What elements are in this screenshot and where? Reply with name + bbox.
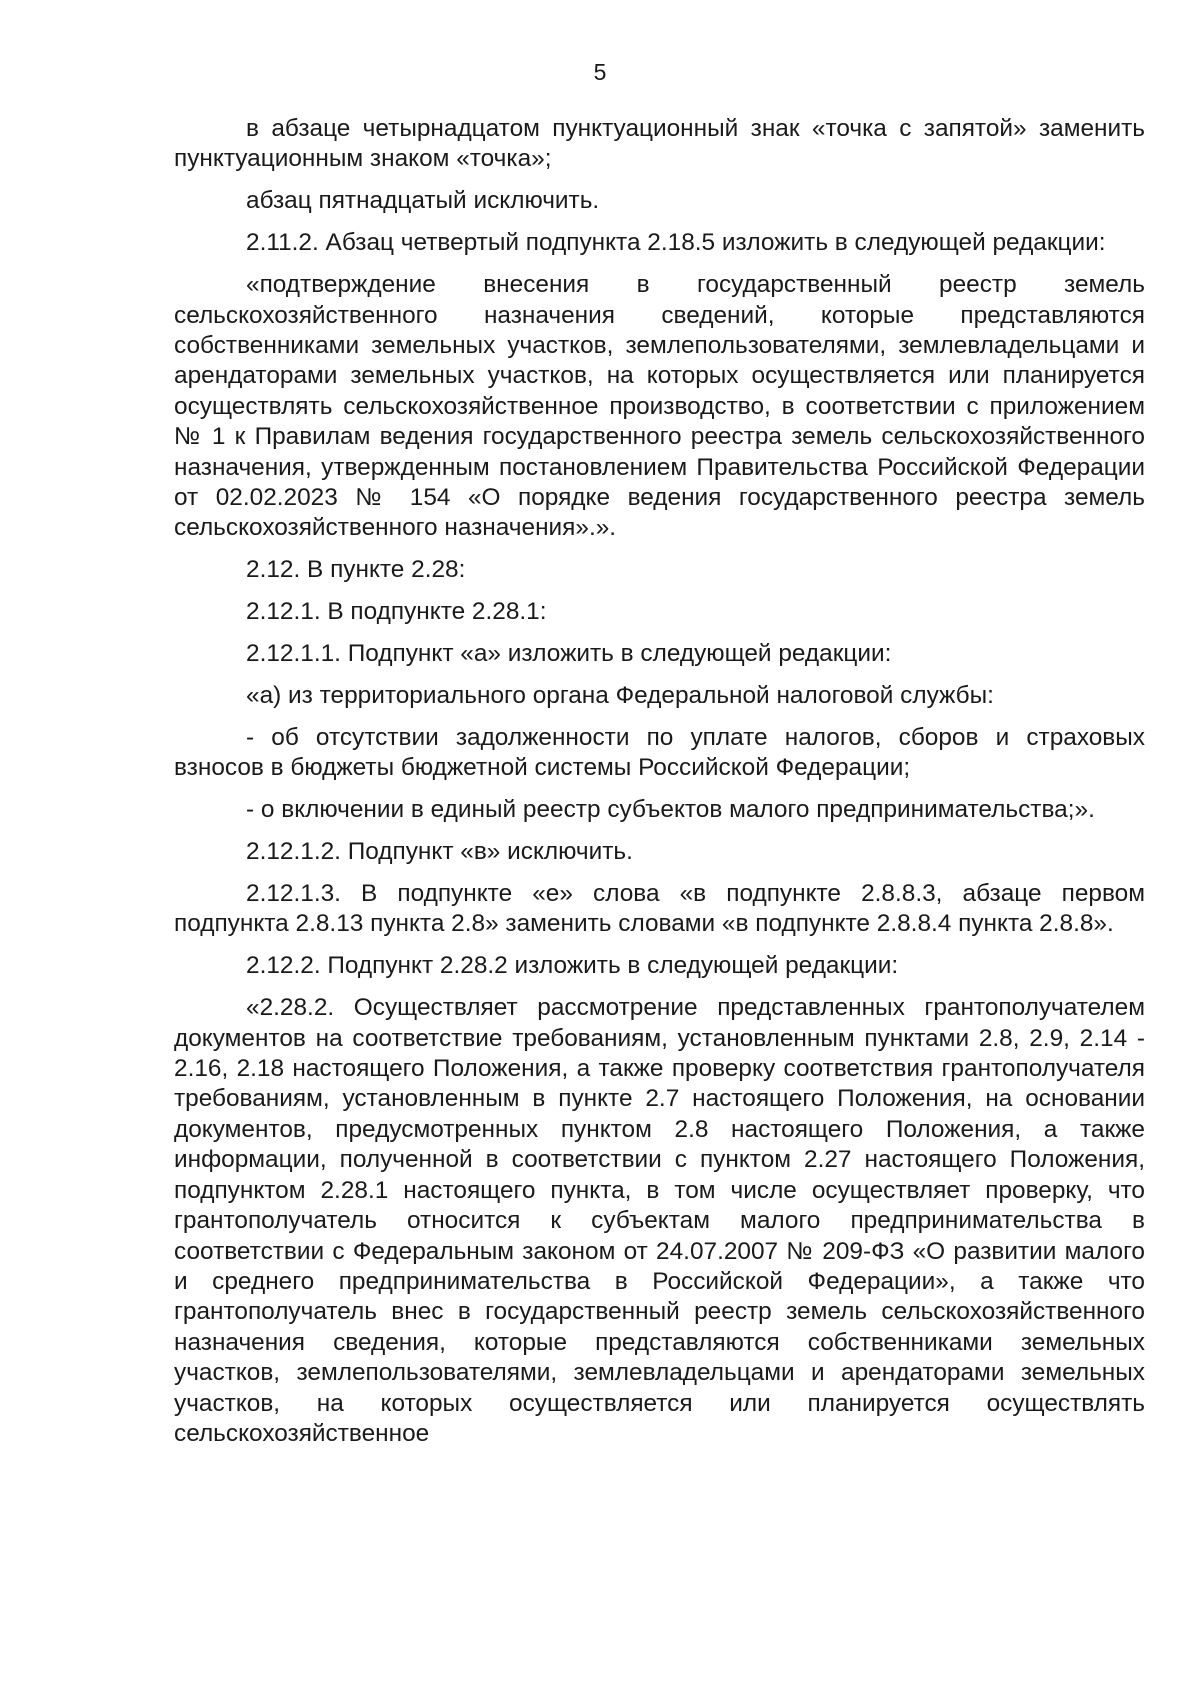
- paragraph-abzac-14: в абзаце четырнадцатом пунктуационный знак «точка с запятой» заменить пунктуационным знаком «точка»;: [174, 115, 1145, 173]
- paragraph-2-12-1-2: 2.12.1.2. Подпункт «в» исключить.: [246, 838, 633, 866]
- paragraph-2-12-2: 2.12.2. Подпункт 2.28.2 изложить в следующей редакции:: [246, 952, 899, 980]
- paragraph-subpoint-a: «а) из территориального органа Федеральной налоговой службы:: [246, 682, 994, 709]
- paragraph-2-28-2-text: «2.28.2. Осуществляет рассмотрение представленных грантополучателем документов на соответствие требованиям, установленным пунктами 2.8, 2.9, 2.14 - 2.16, 2.18 настоящего Положения, а также проверку соответствия грантополучателя требованиям, установленным в пункте 2.7 настоящего Положения, на основании документов, предусмотренных пунктом 2.8 настоящего Положения, а также информации, полученной в соответствии с пунктом 2.27 настоящего Положения, подпунктом 2.28.1 настоящего пункта, в том числе осуществляет проверку, что грантополучатель относится к субъектам малого предпринимательства в соответствии с Федеральным законом от 24.07.2007 № 209-ФЗ «О развитии малого и среднего предпринимательства в Российской Федерации», а также что грантополучатель внес в государственный реестр земель сельскохозяйственного назначения сведения, которые представляются собственниками земельных участков, землепользователями, землевладельцами и арендаторами земельных участков, на которых осуществляется или планируется осуществлять сельскохозяйственное: [174, 994, 1145, 1447]
- document-body: [174, 114, 1145, 1461]
- paragraph-no-debt: - об отсутствии задолженности по уплате налогов, сборов и страховых взносов в бюджеты бюджетной системы Российской Федерации;: [174, 723, 1145, 782]
- paragraph-abzac-15: абзац пятнадцатый исключить.: [246, 187, 600, 215]
- paragraph-2-12: 2.12. В пункте 2.28:: [246, 556, 466, 584]
- paragraph-2-12-1: 2.12.1. В подпункте 2.28.1:: [246, 598, 547, 626]
- paragraph-sme-register: - о включении в единый реестр субъектов малого предпринимательства;».: [246, 796, 1095, 824]
- paragraph-2-12-1-1: 2.12.1.1. Подпункт «а» изложить в следующей редакции:: [246, 640, 892, 668]
- paragraph-2-18-5-text: «подтверждение внесения в государственный реестр земель сельскохозяйственного назначения сведений, которые представляются собственниками земельных участков, землепользователями, землевладельцами и арендаторами земельных участков, на которых осуществляется или планируется осуществлять сельскохозяйственное производство, в соответствии с приложением № 1 к Правилам ведения государственного реестра земель сельскохозяйственного назначения, утвержденным постановлением Правительства Российской Федерации от 02.02.2023 № 154 «О порядке ведения государственного реестра земель сельскохозяйственного назначения».».: [174, 271, 1145, 542]
- page-number: 5: [593, 59, 607, 85]
- paragraph-2-12-1-3: 2.12.1.3. В подпункте «е» слова «в подпункте 2.8.8.3, абзаце первом подпункта 2.8.13 пункта 2.8» заменить словами «в подпункте 2.8.8.4 пункта 2.8.8».: [174, 880, 1145, 938]
- paragraph-2-11-2: 2.11.2. Абзац четвертый подпункта 2.18.5 изложить в следующей редакции:: [246, 229, 1106, 257]
